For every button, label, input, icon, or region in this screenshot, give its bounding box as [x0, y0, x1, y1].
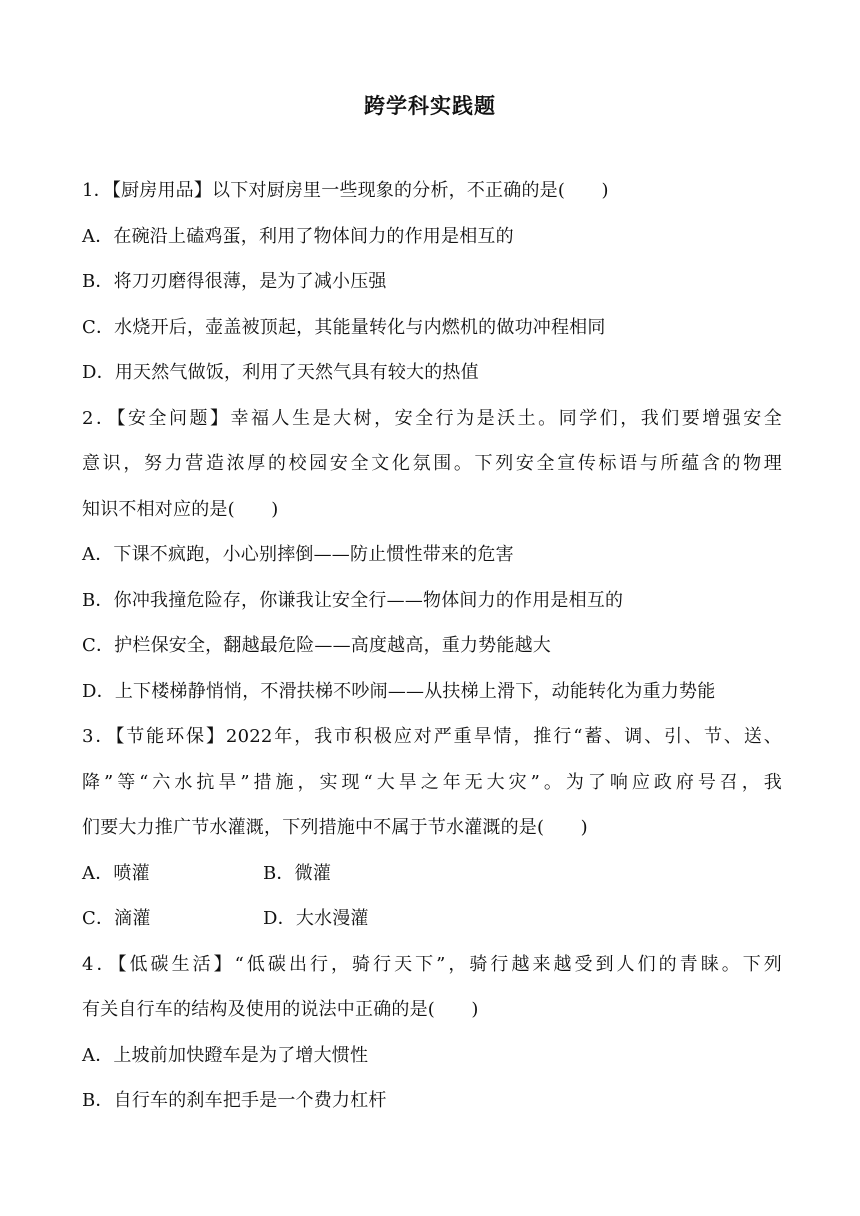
question-2 [82, 396, 782, 715]
question-4-option-a: A．上坡前加快蹬车是为了增大惯性 [82, 1044, 369, 1066]
question-list [82, 168, 782, 1124]
question-3 [82, 714, 782, 942]
question-3-option-d: D．大水漫灌 [263, 908, 369, 929]
question-2-option-a: A．下课不疯跑，小心别摔倒——防止惯性带来的危害 [82, 544, 514, 565]
question-4-option-b: B．自行车的刹车把手是一个费力杠杆 [82, 1090, 387, 1111]
page-title: 跨学科实践题 [364, 94, 496, 118]
question-3-options-row-2 [82, 896, 782, 942]
question-2-option-d: D．上下楼梯静悄悄，不滑扶梯不吵闹——从扶梯上滑下，动能转化为重力势能 [82, 680, 716, 702]
question-2-option-c: C．护栏保安全，翻越最危险——高度越高，重力势能越大 [82, 635, 551, 656]
question-3-option-c: C．滴灌 [82, 908, 151, 929]
question-1-option-c: C．水烧开后，壶盖被顶起，其能量转化与内燃机的做功冲程相同 [82, 316, 606, 338]
question-2-stem-line-3: 知识不相对应的是( ) [82, 498, 279, 520]
question-4-stem-line-1: 4．【低碳生活】“低碳出行，骑行天下”，骑行越来越受到人们的青睐。下列 [82, 953, 782, 975]
question-3-option-a: A．喷灌 [82, 862, 150, 884]
question-1-option-a: A．在碗沿上磕鸡蛋，利用了物体间力的作用是相互的 [82, 225, 514, 247]
question-1-option-b: B．将刀刃磨得很薄，是为了减小压强 [82, 271, 387, 292]
question-3-options-row-1 [82, 851, 782, 897]
question-4 [82, 942, 782, 1124]
question-2-stem-line-1: 2．【安全问题】幸福人生是大树，安全行为是沃土。同学们，我们要增强安全 [82, 407, 782, 429]
question-2-option-b: B．你冲我撞危险存，你谦我让安全行——物体间力的作用是相互的 [82, 589, 624, 611]
question-1 [82, 168, 782, 396]
question-3-option-b: B．微灌 [263, 862, 332, 884]
question-4-stem-line-2: 有关自行车的结构及使用的说法中正确的是( ) [82, 999, 479, 1020]
question-1-option-d: D．用天然气做饭，利用了天然气具有较大的热值 [82, 362, 479, 383]
question-3-stem-line-1: 3．【节能环保】2022年，我市积极应对严重旱情，推行“蓄、调、引、节、送、 [82, 726, 782, 747]
question-1-stem: 1．【厨房用品】以下对厨房里一些现象的分析，不正确的是( ) [82, 180, 609, 201]
question-3-stem-line-2: 降”等“六水抗旱”措施，实现“大旱之年无大灾”。为了响应政府号召，我 [82, 771, 782, 793]
question-3-stem-line-3: 们要大力推广节水灌溉，下列措施中不属于节水灌溉的是( ) [82, 817, 588, 838]
question-2-stem-line-2: 意识，努力营造浓厚的校园安全文化氛围。下列安全宣传标语与所蕴含的物理 [82, 453, 782, 474]
